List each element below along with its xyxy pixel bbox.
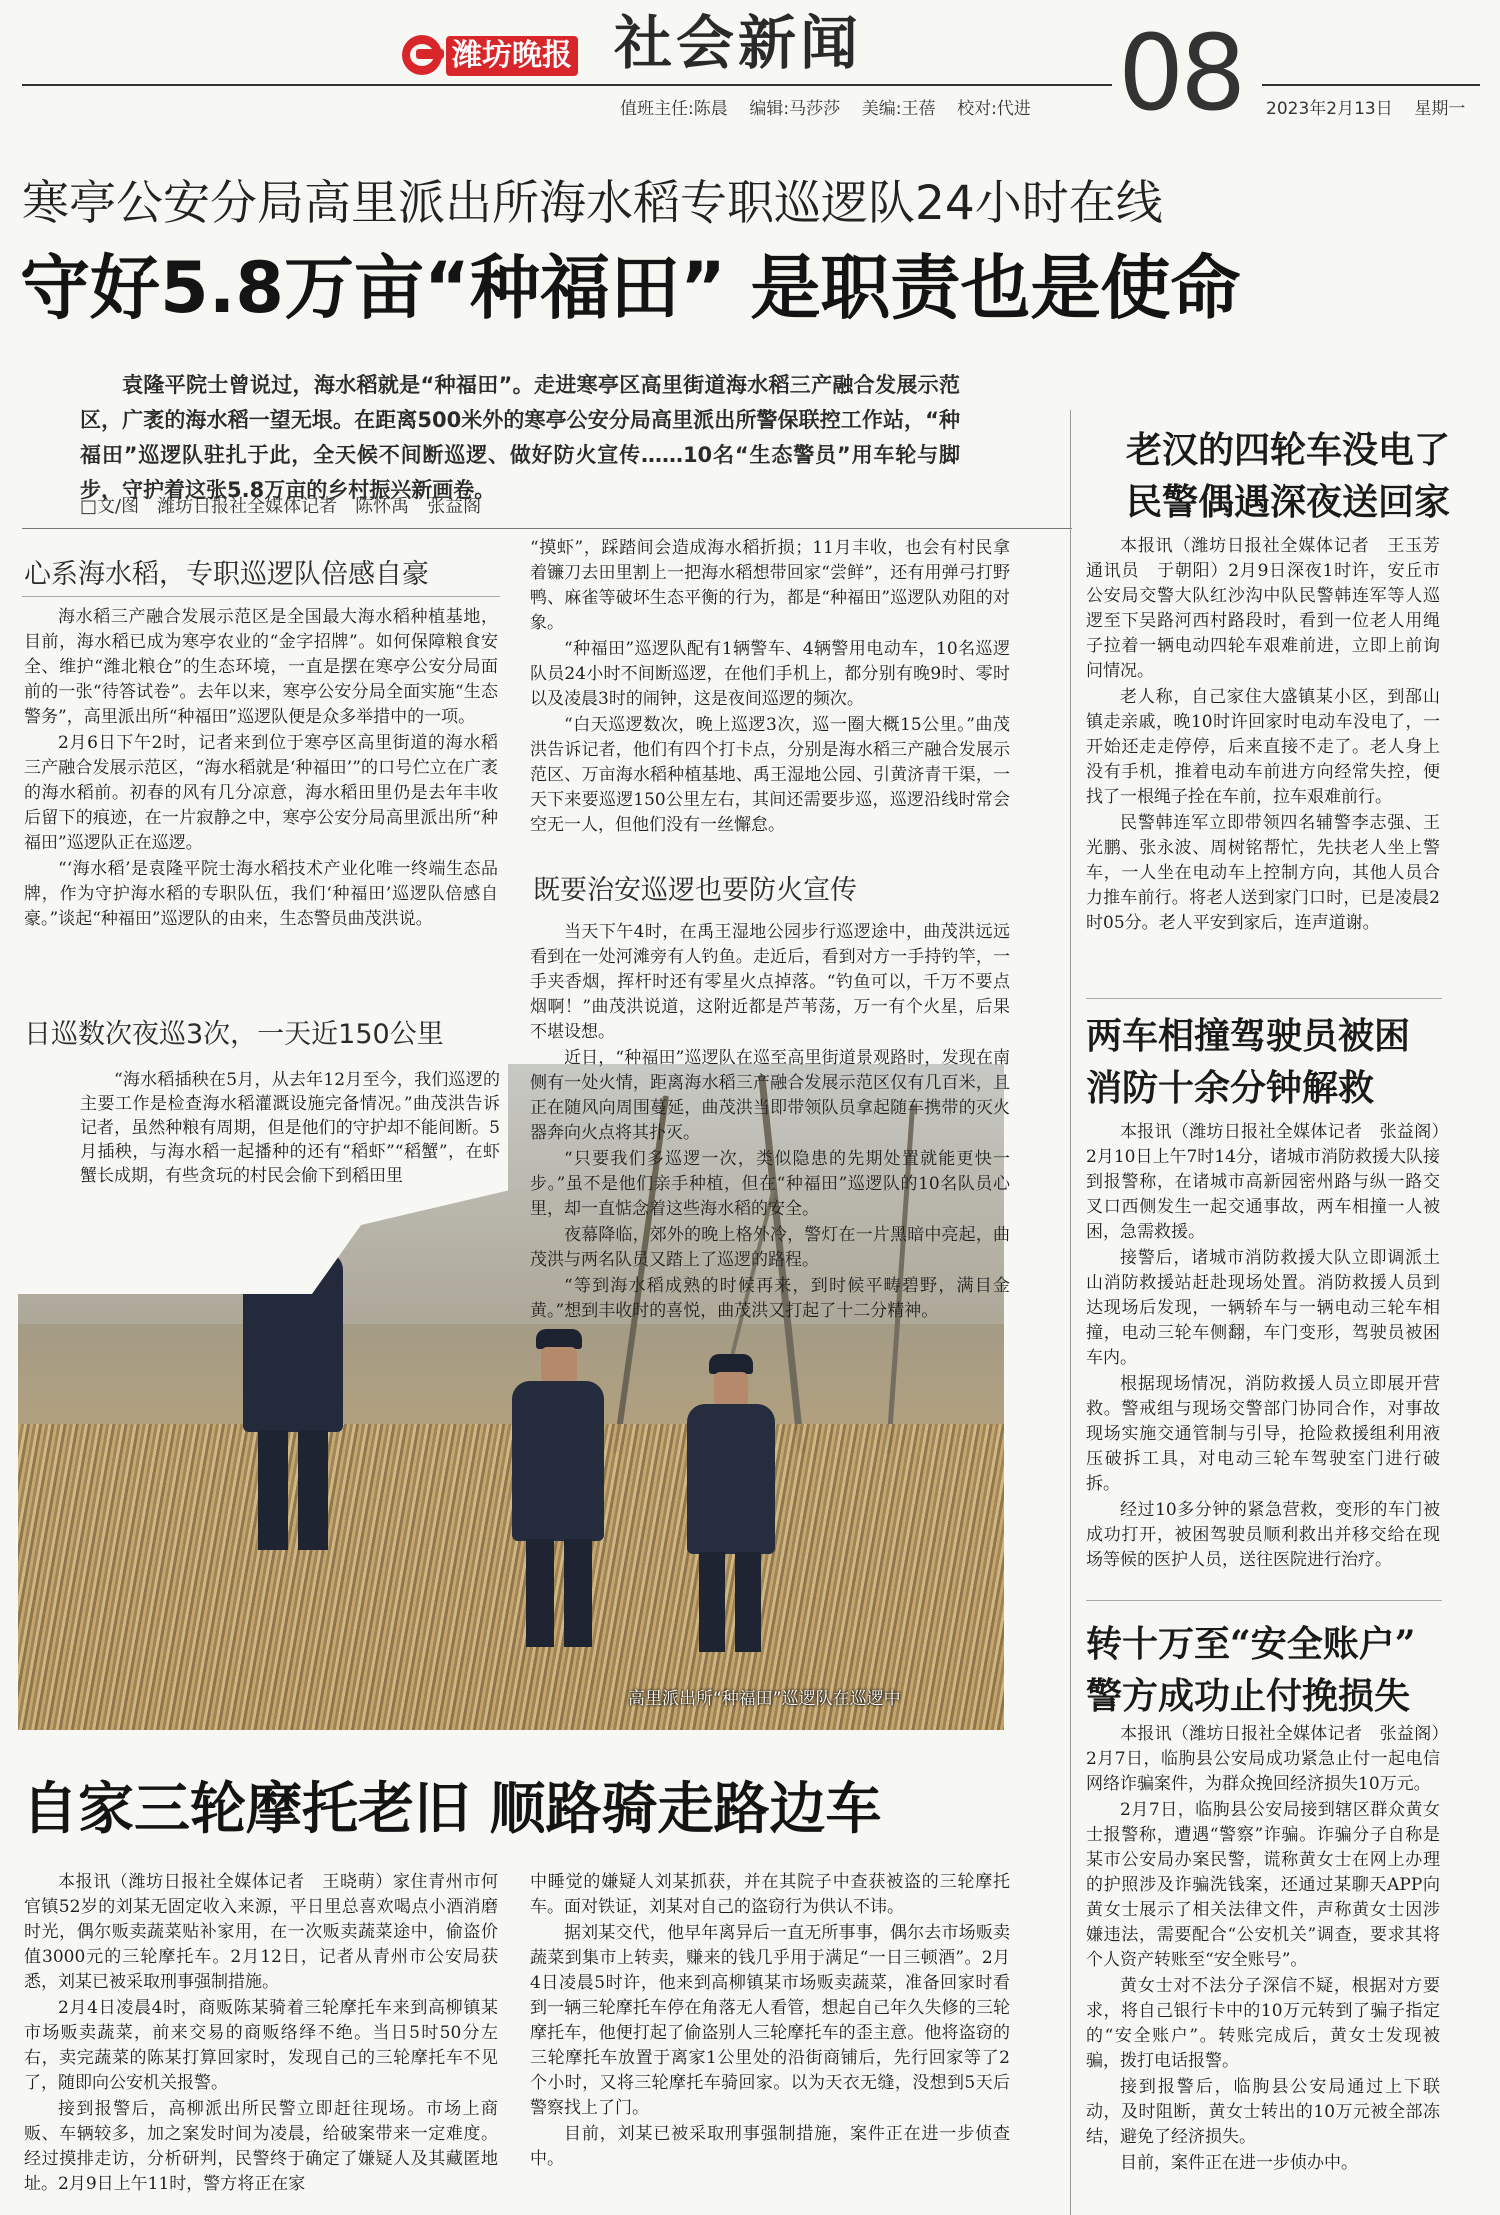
col2-para: “摸虾”，踩踏间会造成海水稻折损；11月丰收，也会有村民拿着镰刀去田里割上一把海水稻想带回家“尝鲜”，还有用弹弓打野鸭、麻雀等破坏生态平衡的行为，都是“种福田”巡逻队劝阻的对象。	[530, 538, 1010, 633]
headline-line: 警方成功止付挽损失	[1086, 1675, 1411, 1717]
masthead-rule	[22, 84, 1112, 86]
sidebar-para: 目前，案件正在进一步侦办中。	[1120, 2153, 1358, 2173]
headline-line: 两车相撞驾驶员被困	[1086, 1015, 1411, 1057]
sidebar-story-1	[1086, 534, 1457, 984]
col2b-para: “等到海水稻成熟的时候再来，到时候平畴碧野，满目金黄。”想到丰收时的喜悦，曲茂洪又打起了十二分精神。	[530, 1276, 1010, 1321]
sidebar-para: 本报讯（潍坊日报社全媒体记者 张益阁）2月7日，临朐县公安局成功紧急止付一起电信网络诈骗案件，为群众挽回经济损失10万元。	[1086, 1724, 1440, 1794]
headline-line: 老汉的四轮车没电了	[1125, 429, 1450, 471]
masthead	[0, 0, 1500, 135]
photo-text	[80, 1068, 500, 1290]
column-divider	[1070, 410, 1071, 2215]
sidebar-headline-3	[1086, 1618, 1442, 1722]
officer-figure	[683, 1354, 778, 1654]
col2b-para: “只要我们多巡逻一次，类似隐患的先期处置就能更快一步。”虽不是他们亲手种植，但在“种福田”巡逻队的10名队员心里，却一直惦念着这些海水稻的安全。	[530, 1149, 1010, 1219]
story2-para: 中睡觉的嫌疑人刘某抓获，并在其院子中查获被盗的三轮摩托车。面对铁证，刘某对自己的盗窃行为供认不讳。	[530, 1872, 1010, 1917]
paper-logo	[400, 30, 608, 84]
subhead-3: 既要治安巡逻也要防火宣传	[533, 875, 857, 906]
section-title: 社会新闻	[614, 9, 863, 77]
sidebar-para: 接到报警后，临朐县公安局通过上下联动，及时阻断，黄女士转出的10万元被全部冻结，避免了经济损失。	[1086, 2077, 1440, 2147]
sidebar-para: 民警韩连军立即带领四名辅警李志强、王光鹏、张永波、周树铭帮忙，先扶老人坐上警车，一人坐在电动车上控制方向，其他人员合力推车前行。将老人送到家门口时，已是凌晨2时05分。老人平安到家后，连声道谢。	[1086, 813, 1440, 933]
intro-text: 袁隆平院士曾说过，海水稻就是“种福田”。走进寒亭区高里街道海水稻三产融合发展示范区，广袤的海水稻一望无垠。在距离500米外的寒亭公安分局高里派出所警保联控工作站，“种福田”巡逻队驻扎于此，全天候不间断巡逻、做好防火宣传……10名“生态警员”用车轮与脚步，守护着这张5.8万亩的乡村振兴新画卷。	[80, 373, 960, 502]
lead-kicker: 寒亭公安分局高里派出所海水稻专职巡逻队24小时在线	[22, 176, 1163, 231]
subhead-2: 日巡数次夜巡3次，一天近150公里	[24, 1019, 444, 1050]
sidebar-story-3	[1086, 1722, 1440, 2215]
story2-para: 据刘某交代，他早年离异后一直无所事事，偶尔去市场贩卖蔬菜到集市上转卖，赚来的钱几乎用于满足“一日三顿酒”。2月4日凌晨5时许，他来到高柳镇某市场贩卖蔬菜，准备回家时看到一辆三轮摩托车停在角落无人看管，想起自己年久失修的三轮摩托车，他便打起了偷盗别人三轮摩托车的歪主意。他将盗窃的三轮摩托车放置于离家1公里处的沿街商铺后，先行回家等了2个小时，又将三轮摩托车骑回家。以为天衣无缝，没想到5天后警察找上了门。	[530, 1923, 1010, 2118]
sidebar-para: 老人称，自己家住大盛镇某小区，到郚山镇走亲戚，晚10时许回家时电动车没电了，一开始还走走停停，后来直接不走了。老人身上没有手机，推着电动车前进方向经常失控，便找了一根绳子拴在车前，拉车艰难前行。	[1086, 687, 1440, 807]
weekday-text: 星期一	[1414, 99, 1466, 119]
sidebar-para: 本报讯（潍坊日报社全媒体记者 张益阁）2月10日上午7时14分，诸城市消防救援大队接到报警称，在诸城市高新园密州路与纵一路交叉口西侧发生一起交通事故，两车相撞一人被困，急需救援。	[1086, 1122, 1440, 1242]
headline-line: 转十万至“安全账户”	[1086, 1623, 1416, 1665]
subhead-1: 心系海水稻，专职巡逻队倍感自豪	[24, 559, 429, 590]
headline-line: 民警偶遇深夜送回家	[1125, 481, 1450, 523]
col2-para: “白天巡逻数次，晚上巡逻3次，巡一圈大概15公里。”曲茂洪告诉记者，他们有四个打卡点，分别是海水稻三产融合发展示范区、万亩海水稻种植基地、禹王湿地公园、引黄济青干渠，一天下来要巡逻150公里左右，其间还需要步巡，巡逻沿线时常会空无一人，但他们没有一丝懈怠。	[530, 715, 1010, 835]
sidebar-para: 经过10多分钟的紧急营救，变形的车门被成功打开，被困驾驶员顺利救出并移交给在现场等候的医护人员，送往医院进行治疗。	[1086, 1500, 1440, 1570]
story2-column-1	[24, 1870, 498, 2215]
col2b-para: 当天下午4时，在禹王湿地公园步行巡逻途中，曲茂洪远远看到在一处河滩旁有人钓鱼。走近后，看到对方一手持钓竿，一手夹香烟，挥杆时还有零星火点掉落。“钓鱼可以，千万不要点烟啊！”曲茂洪说道，这附近都是芦苇荡，万一有个火星，后果不堪设想。	[530, 922, 1010, 1042]
story2-headline: 自家三轮摩托老旧 顺路骑走路边车	[22, 1777, 882, 1842]
lead-byline: □文/图 潍坊日报社全媒体记者 陈怀禹 张益阁	[80, 496, 482, 517]
staff-art: 美编:王蓓	[861, 99, 936, 119]
photo-para: “海水稻插秧在5月，从去年12月至今，我们巡逻的主要工作是检查海水稻灌溉设施完备情况。”曲茂洪告诉记者，虽然种粮有周期，但是他们的守护却不能间断。5月插秧，与海水稻一起播种的还有“稻虾”“稻蟹”，在虾蟹长成期，有些贪玩的村民会偷下到稻田里	[80, 1070, 500, 1186]
story2-column-2	[530, 1870, 1010, 2215]
officer-figure	[508, 1329, 608, 1649]
lead-column-1	[24, 605, 498, 990]
col2b-para: 近日，“种福田”巡逻队在巡至高里街道景观路时，发现在南侧有一处火情，距离海水稻三产融合发展示范区仅有几百米，且正在随风向周围蔓延，曲茂洪当即带领队员拿起随车携带的灭火器奔向火点将其扑灭。	[530, 1048, 1010, 1143]
headline-line: 消防十余分钟解救	[1086, 1067, 1375, 1109]
sidebar-para: 2月7日，临朐县公安局接到辖区群众黄女士报警称，遭遇“警察”诈骗。诈骗分子自称是某市公安局办案民警，谎称黄女士在网上办理的护照涉及诈骗洗钱案，还通过某聊天APP向黄女士展示了相关法律文件，声称黄女士因涉嫌违法，需要配合“公安机关”调查，要求其将个人资产转账至“安全账号”。	[1086, 1800, 1440, 1970]
staff-editor: 编辑:马莎莎	[749, 99, 841, 119]
lead-column-2	[530, 536, 1010, 836]
sidebar	[1086, 410, 1486, 2215]
sidebar-para: 接警后，诸城市消防救援大队立即调派土山消防救援站赶赴现场处置。消防救援人员到达现场后发现，一辆轿车与一辆电动三轮车相撞，电动三轮车侧翻，车门变形，驾驶员被困车内。	[1086, 1248, 1440, 1368]
sidebar-rule	[1086, 998, 1442, 999]
staff-duty: 值班主任:陈晨	[620, 99, 728, 119]
staff-proof: 校对:代进	[957, 99, 1031, 119]
col1-para: “‘海水稻’是袁隆平院士海水稻技术产业化唯一终端生态品牌，作为守护海水稻的专职队伍，我们‘种福田’巡逻队倍感自豪。”谈起“种福田”巡逻队的由来，生态警员曲茂洪说。	[24, 859, 498, 929]
masthead-rule-right	[1262, 84, 1480, 86]
col2b-para: 夜幕降临，郊外的晚上格外冷，警灯在一片黑暗中亮起，曲茂洪与两名队员又踏上了巡逻的路程。	[530, 1225, 1010, 1270]
paper-name: 潍坊晚报	[446, 36, 578, 76]
lead-intro	[80, 368, 960, 502]
sidebar-rule	[1086, 1600, 1442, 1601]
lead-headline: 守好5.8万亩“种福田” 是职责也是使命	[20, 247, 1241, 329]
story2-para: 2月4日凌晨4时，商贩陈某骑着三轮摩托车来到高柳镇某市场贩卖蔬菜，前来交易的商贩络绎不绝。当日5时50分左右，卖完蔬菜的陈某打算回家时，发现自己的三轮摩托车不见了，随即向公安机关报警。	[24, 1998, 498, 2093]
sidebar-headline-2	[1086, 1010, 1442, 1114]
story2-para: 目前，刘某已被采取刑事强制措施，案件正在进一步侦查中。	[530, 2124, 1010, 2169]
sidebar-para: 根据现场情况，消防救援人员立即展开营救。警戒组与现场交警部门协同合作，对事故现场实施交通管制与引导，抢险救援组利用液压破拆工具，对电动三轮车驾驶室门进行破拆。	[1086, 1374, 1440, 1494]
page-number: 08	[1118, 12, 1243, 134]
story2-para: 本报讯（潍坊日报社全媒体记者 王晓萌）家住青州市何官镇52岁的刘某无固定收入来源，平日里总喜欢喝点小酒消磨时光，偶尔贩卖蔬菜贴补家用，在一次贩卖蔬菜途中，偷盗价值3000元的三轮摩托车。2月12日，记者从青州市公安局获悉，刘某已被采取刑事强制措施。	[24, 1872, 498, 1992]
date-text: 2023年2月13日	[1266, 99, 1393, 119]
subhead-1-rule	[22, 596, 500, 597]
col1-para: 2月6日下午2时，记者来到位于寒亭区高里街道的海水稻三产融合发展示范区，“海水稻就是‘种福田’”的口号伫立在广袤的海水稻前。初春的风有几分凉意，海水稻田里仍是去年丰收后留下的痕迹，在一片寂静之中，寒亭公安分局高里派出所“种福田”巡逻队正在巡逻。	[24, 733, 498, 853]
staff-credits	[620, 94, 1031, 119]
sidebar-story-2	[1086, 1120, 1440, 1636]
sidebar-para: 黄女士对不法分子深信不疑，根据对方要求，将自己银行卡中的10万元转到了骗子指定的“安全账户”。转账完成后，黄女士发现被骗，拨打电话报警。	[1086, 1976, 1440, 2071]
photo-caption: 高里派出所“种福田”巡逻队在巡逻中	[628, 1689, 901, 1709]
story2-para: 接到报警后，高柳派出所民警立即赶往现场。市场上商贩、车辆较多，加之案发时间为凌晨，给破案带来一定难度。经过摸排走访，分析研判，民警终于确定了嫌疑人及其藏匿地址。2月9日上午11时，警方将正在家	[24, 2099, 498, 2194]
sidebar-para: 本报讯（潍坊日报社全媒体记者 王玉芳 通讯员 于朝阳）2月9日深夜1时许，安丘市公安局交警大队红沙沟中队民警韩连军等人巡逻至下吴路河西村路段时，看到一位老人用绳子拉着一辆电动四轮车艰难前进，立即上前询问情况。	[1086, 536, 1457, 681]
col2-para: “种福田”巡逻队配有1辆警车、4辆警用电动车，10名巡逻队员24小时不间断巡逻，在他们手机上，都分别有晚9时、零时以及凌晨3时的闹钟，这是夜间巡逻的频次。	[530, 639, 1010, 709]
intro-rule	[22, 528, 1072, 529]
col1-para: 海水稻三产融合发展示范区是全国最大海水稻种植基地，目前，海水稻已成为寒亭农业的“金字招牌”。如何保障粮食安全、维护“潍北粮仓”的生态环境，一直是摆在寒亭公安分局面前的一张“待答试卷”。去年以来，寒亭公安分局全面实施“生态警务”，高里派出所“种福田”巡逻队便是众多举措中的一项。	[24, 607, 498, 727]
sidebar-headline-1	[1090, 424, 1486, 528]
issue-date	[1266, 94, 1465, 119]
lead-column-2b	[530, 920, 1010, 1335]
